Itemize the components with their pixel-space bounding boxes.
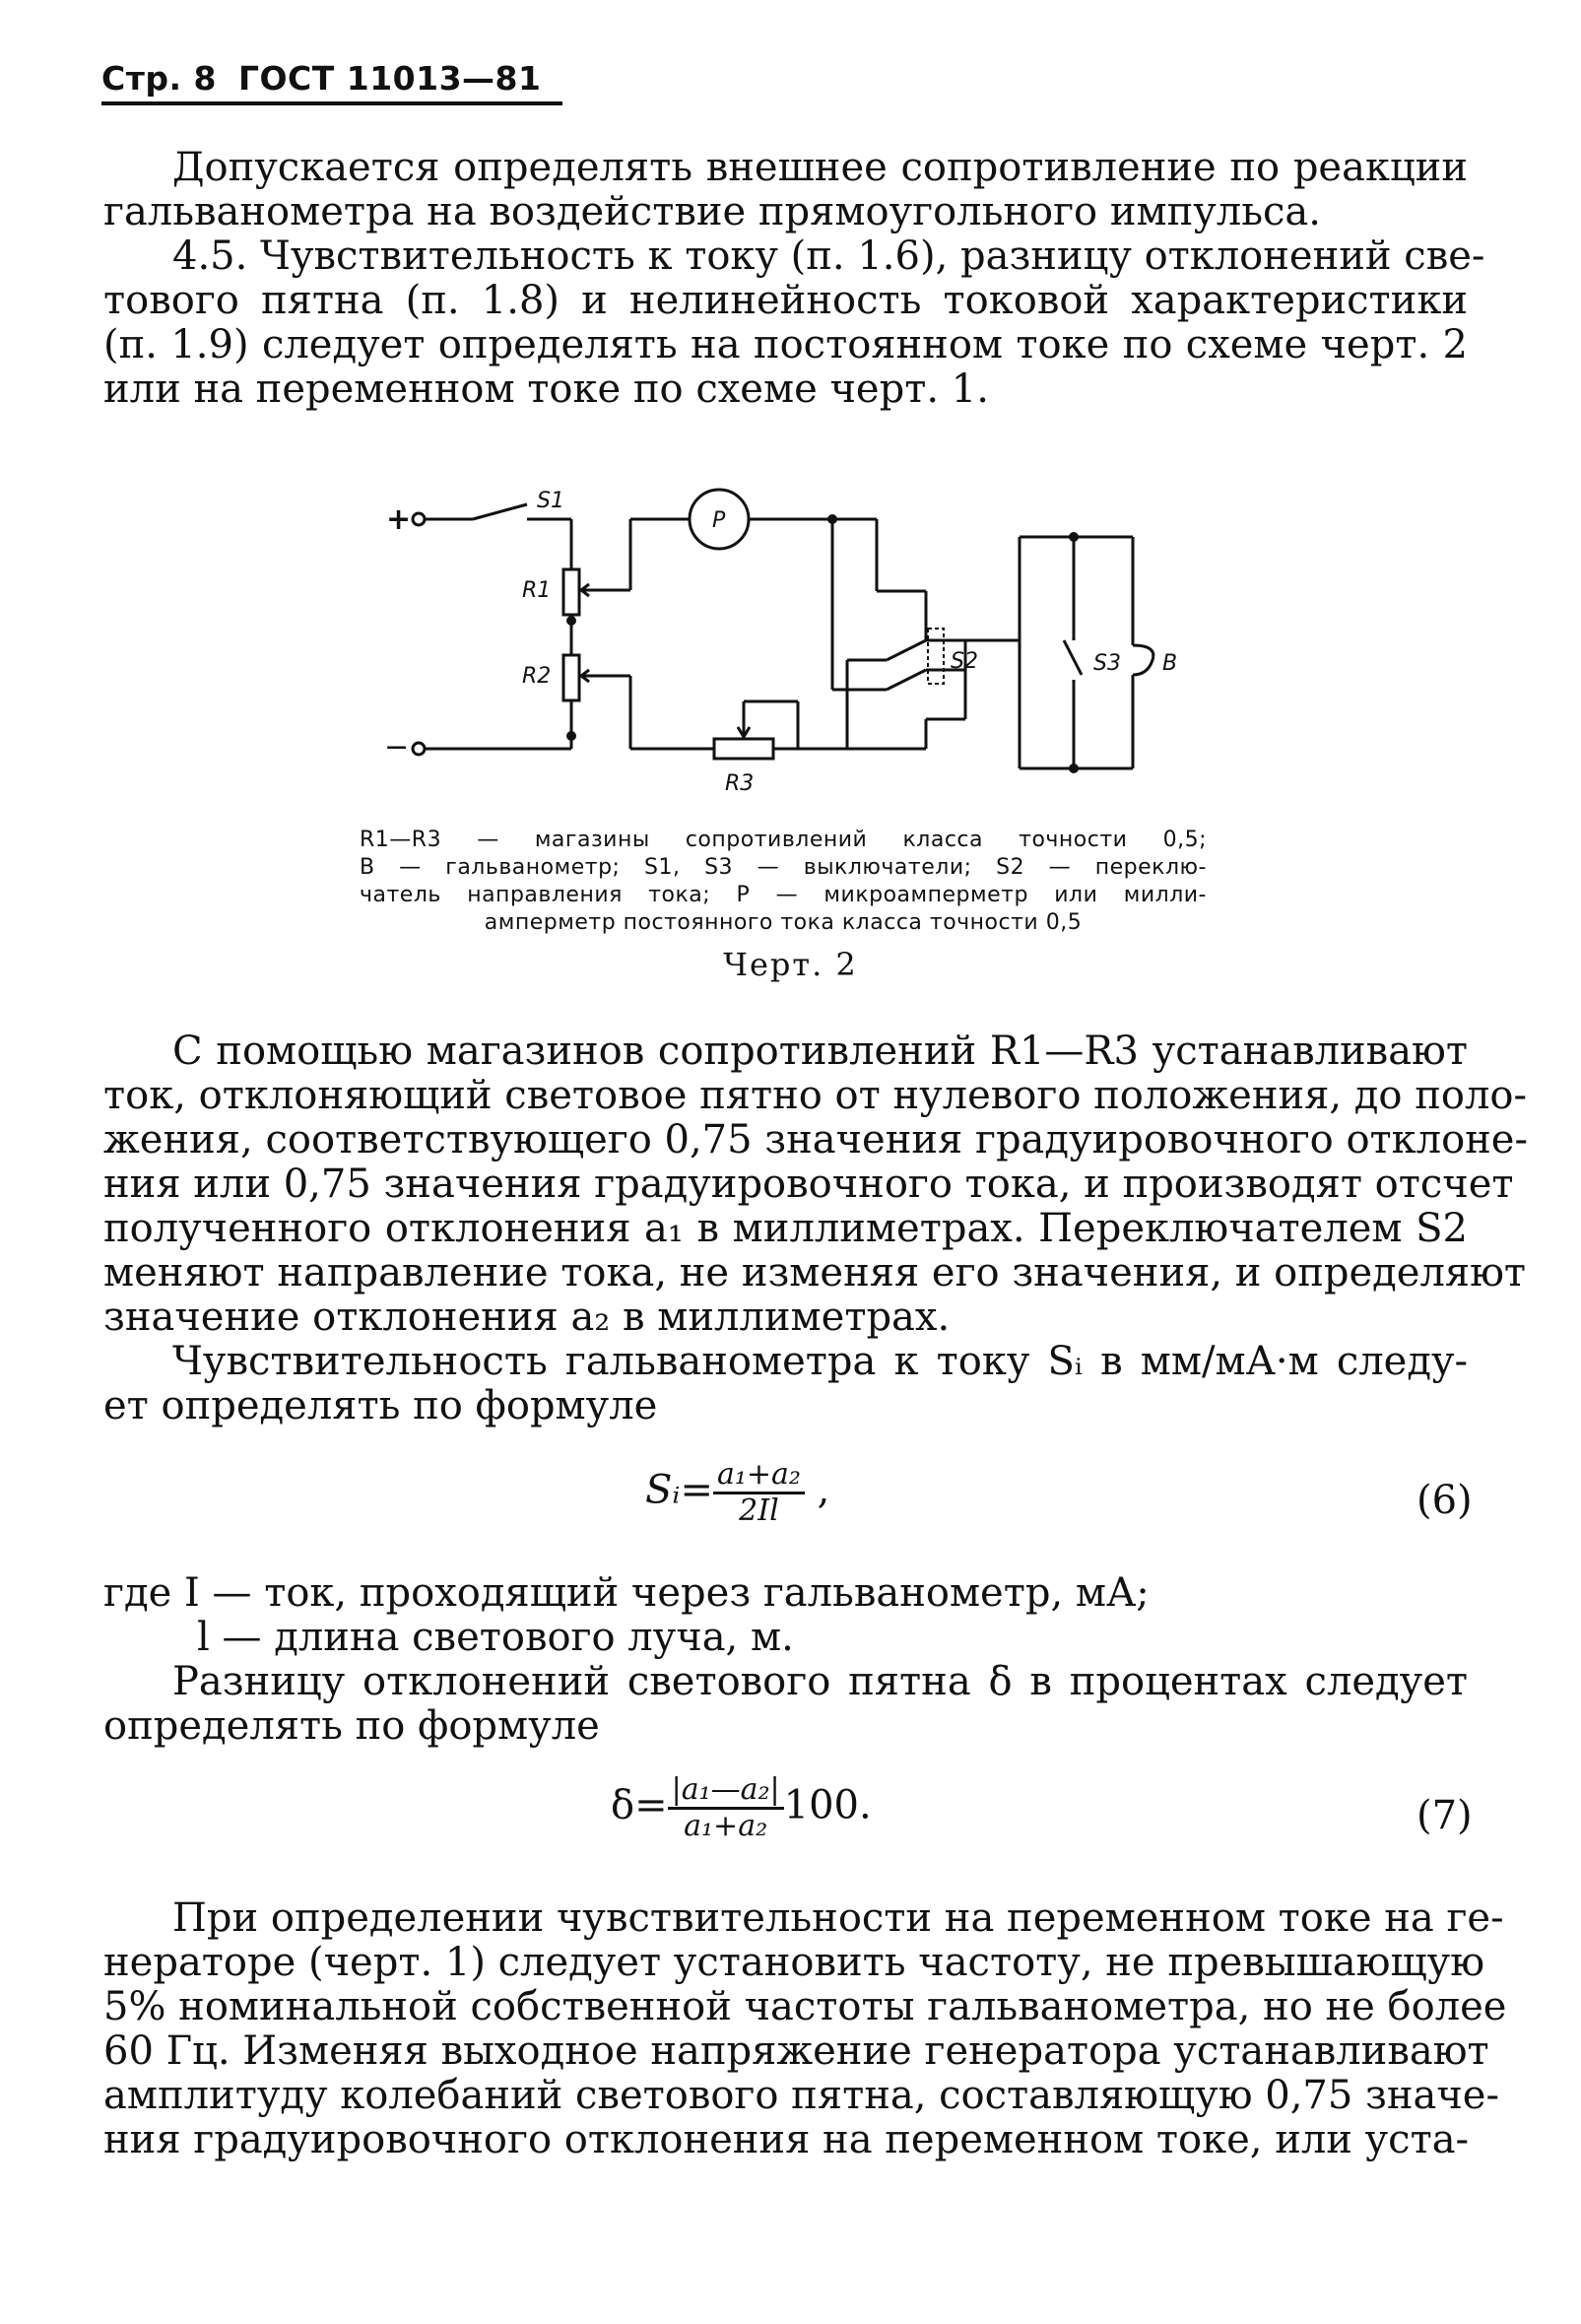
para3-line: полученного отклонения a₁ в миллиметрах. Переключателем S2 — [103, 1206, 1468, 1251]
formula-6-denominator: 2Il — [713, 1492, 805, 1528]
resistor-r2 — [563, 655, 579, 700]
para6-line: нераторе (черт. 1) следует установить частоту, не превышающую — [103, 1940, 1485, 1985]
page-number: Стр. 8 — [101, 59, 217, 98]
para5-line: определять по формуле — [103, 1703, 600, 1749]
minus-terminal — [413, 743, 425, 755]
figure-title: Черт. 2 — [723, 946, 858, 983]
para6-line: 60 Гц. Изменяя выходное напряжение генератора устанавливают — [103, 2028, 1489, 2074]
formula-6-lhs: Sᵢ= — [645, 1467, 713, 1513]
para4-line: Чувствительность гальванометра к току Sᵢ в мм/мА·м следу- — [172, 1339, 1468, 1384]
para1-line: гальванометра на воздействие прямоугольного импульса. — [103, 189, 1321, 234]
para5-line: Разницу отклонений светового пятна δ в процентах следует — [172, 1659, 1468, 1704]
caption-line: чатель направления тока; P — микроамперметр или милли- — [360, 883, 1207, 907]
para6-line: амплитуду колебаний светового пятна, составляющую 0,75 значе- — [103, 2073, 1499, 2118]
formula-6 — [645, 1458, 829, 1528]
s2-label: S2 — [951, 649, 978, 674]
s1-label: S1 — [537, 489, 564, 513]
circuit-diagram — [374, 483, 1221, 798]
formula-7-numerator: |a₁—a₂| — [671, 1772, 780, 1807]
formula-6-fraction — [713, 1458, 805, 1528]
para3-line: ток, отклоняющий световое пятно от нулевого положения, до поло- — [103, 1073, 1527, 1118]
para6-line: При определении чувствительности на переменном токе на ге- — [172, 1895, 1504, 1941]
r3-label: R3 — [725, 771, 755, 796]
caption-line: B — гальванометр; S1, S3 — выключатели; S2 — переклю- — [360, 855, 1207, 880]
formula-7 — [611, 1773, 872, 1843]
resistor-r3 — [714, 739, 773, 759]
formula-7-lhs: δ= — [611, 1782, 668, 1828]
b-label: B — [1162, 651, 1178, 676]
p-label: P — [712, 508, 726, 533]
equation-number-7: (7) — [1416, 1793, 1473, 1838]
switch-s1 — [473, 504, 527, 519]
plus-terminal — [413, 513, 425, 525]
para2-line: или на переменном токе по схеме черт. 1. — [103, 366, 989, 412]
para3-line: С помощью магазинов сопротивлений R1—R3 устанавливают — [172, 1029, 1468, 1074]
s3-label: S3 — [1093, 651, 1121, 676]
para6-line: ния градуировочного отклонения на переменном токе, или уста- — [103, 2117, 1470, 2162]
galvanometer-b — [1133, 645, 1153, 675]
para6-line: 5% номинальной собственной частоты гальванометра, но не более — [103, 1984, 1507, 2029]
formula-6-numerator: a₁+a₂ — [716, 1457, 801, 1492]
page-header — [101, 59, 562, 105]
para1-line: Допускается определять внешнее сопротивление по реакции — [172, 145, 1468, 190]
switch-s3 — [1064, 640, 1082, 675]
plus-terminal-label: + — [386, 502, 412, 537]
switch-s2-blade — [887, 640, 926, 660]
para3-line: жения, соответствующего 0,75 значения градуировочного отклоне- — [103, 1117, 1528, 1162]
para3-line: ния или 0,75 значения градуировочного тока, и производят отсчет — [103, 1162, 1514, 1207]
r1-label: R1 — [522, 578, 552, 603]
where-line: l — длина светового луча, м. — [197, 1615, 794, 1660]
para3-line: меняют направление тока, не изменяя его значения, и определяют — [103, 1250, 1527, 1295]
para3-line: значение отклонения a₂ в миллиметрах. — [103, 1295, 951, 1340]
standard-code: ГОСТ 11013—81 — [237, 59, 542, 98]
para2-line: тового пятна (п. 1.8) и нелинейность токовой характеристики — [103, 278, 1468, 323]
para2-line: 4.5. Чувствительность к току (п. 1.6), разницу отклонений све- — [172, 233, 1485, 279]
where-line: где I — ток, проходящий через гальванометр, мА; — [103, 1570, 1150, 1616]
caption-line: R1—R3 — магазины сопротивлений класса точности 0,5; — [360, 828, 1207, 852]
minus-terminal-label: − — [384, 730, 410, 764]
formula-6-tail: , — [804, 1467, 830, 1513]
formula-7-fraction — [668, 1773, 784, 1843]
resistor-r1 — [563, 569, 579, 615]
formula-7-denominator: a₁+a₂ — [668, 1807, 784, 1843]
switch-s2-blade — [887, 670, 926, 690]
equation-number-6: (6) — [1416, 1478, 1473, 1523]
para4-line: ет определять по формуле — [103, 1383, 658, 1428]
formula-7-tail: 100. — [783, 1782, 872, 1828]
caption-line: амперметр постоянного тока класса точности 0,5 — [484, 910, 1083, 935]
para2-line: (п. 1.9) следует определять на постоянном токе по схеме черт. 2 — [103, 322, 1468, 367]
r2-label: R2 — [522, 664, 552, 689]
